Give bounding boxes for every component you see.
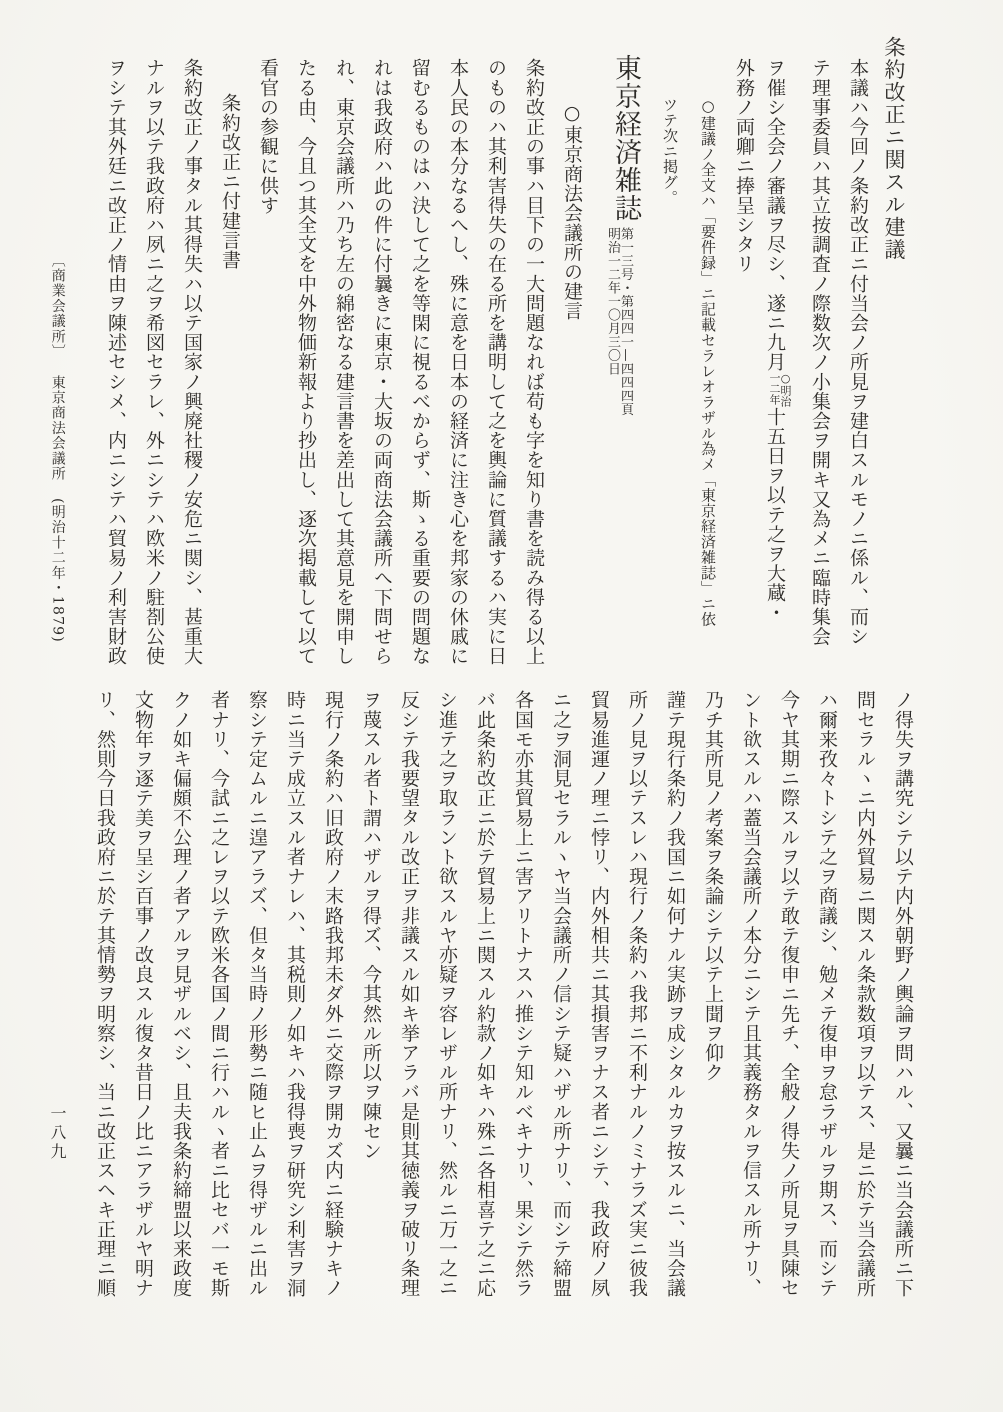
text-column: ナルヲ以テ我政府ハ夙ニ之ヲ希図セラレ、外ニシテハ欧米ノ駐剳公使	[143, 58, 165, 666]
top-text-block	[87, 36, 905, 684]
text-column: れ、東京会議所ハ乃ち左の綿密なる建言書を差出して其意見を開申し	[333, 58, 355, 666]
text-column: 外務ノ両卿ニ捧呈シタリ	[733, 58, 755, 274]
journal-title-column	[581, 36, 639, 684]
text-column: クノ如キ偏頗不公理ノ者アルヲ見ザルベシ、且夫我条約締盟以来政度	[170, 690, 192, 1298]
text-column: 貿易進運ノ理ニ悖リ、内外相共ニ其損害ヲナス者ニシテ、我政府ノ夙	[588, 690, 610, 1298]
inline-note-line: 一二年	[768, 371, 781, 405]
margin-source-note	[50, 253, 65, 643]
source-category: 〔商業会議所〕	[49, 253, 66, 360]
letter-heading: 条約改正ニ付建言書	[219, 93, 241, 270]
text-column: 反シテ我要望タル改正ヲ非議スル如キ挙アラバ是則其徳義ヲ破リ条理	[398, 690, 420, 1298]
page-number: 一八九	[48, 1105, 67, 1162]
text-column: れは我政府ハ此の件に付曩きに東京・大坂の両商法会議所へ下問せら	[371, 58, 393, 666]
text-column: ノ得失ヲ講究シテ以テ内外朝野ノ輿論ヲ問ハル、又曩ニ当会議所ニ下	[892, 690, 914, 1298]
text-column: 謹テ現行条約ノ我国ニ如何ナル実跡ヲ成シタルカヲ按スルニ、当会議	[664, 690, 686, 1298]
text-run: ヲ催シ全会ノ審議ヲ尽シ、遂ニ九月	[764, 58, 786, 372]
text-column: シ進テ之ヲ取ラント欲スルヤ亦疑ヲ容レザル所ナリ、然ルニ万一之ニ	[436, 690, 458, 1298]
text-column: ハ爾来孜々トシテ之ヲ商議シ、勉メテ復申ヲ怠ラザルヲ期ス、而シテ	[816, 690, 838, 1298]
inline-note-line: ○明治	[779, 371, 792, 407]
text-column: 留むるものはハ決して之を等閑に視るべからず、斯ゝる重要の問題な	[409, 58, 431, 666]
journal-issue-date	[606, 227, 632, 416]
text-column: 所ノ見ヲ以テスレハ現行ノ条約ハ我邦ニ不利ナルノミナラズ実ニ彼我	[626, 690, 648, 1298]
text-column: ント欲スルハ蓋当会議所ノ本分ニシテ且其義務タルヲ信スル所ナリ、	[740, 690, 762, 1298]
text-column: たる由、今且つ其全文を中外物価新報より抄出し、逐次掲載して以て	[295, 58, 317, 666]
text-column: ニ之ヲ洞見セラルヽヤ当会議所ノ信シテ疑ハザル所ナリ、而シテ締盟	[550, 690, 572, 1298]
text-column: ヲシテ其外廷ニ改正ノ情由ヲ陳述セシメ、内ニシテハ貿易ノ利害財政	[105, 58, 127, 666]
text-column: 本議ハ今回ノ条約改正ニ付当会ノ所見ヲ建白スルモノニ係ル、而シ	[847, 58, 869, 646]
inline-date-note	[769, 372, 791, 407]
text-column: 現行ノ条約ハ旧政府ノ末路我邦未ダ外ニ交際ヲ開カズ内ニ経験ナキノ	[322, 690, 344, 1298]
text-column: 本人民の本分なるへし、殊に意を日本の経済に注き心を邦家の休戚に	[447, 58, 469, 666]
text-run: 十五日ヲ以テ之ヲ大蔵・	[764, 406, 786, 623]
journal-title: 東京経済雑誌	[610, 54, 641, 222]
text-column: 問セラルヽニ内外貿易ニ関スル条款数項ヲ以テス、是ニ於テ当会議所	[854, 690, 876, 1298]
source-year: (明治十二年・1879)	[49, 497, 66, 643]
text-column: 乃チ其所見ノ考案ヲ条論シテ以テ上聞ヲ仰ク	[702, 690, 724, 1082]
text-column: 時ニ当テ成立スル者ナレハ、其税則ノ如キハ我得喪ヲ研究シ利害ヲ洞	[284, 690, 306, 1298]
text-column-with-inline-note	[753, 36, 791, 684]
text-column: 者ナリ、今試ニ之レヲ以テ欧米各国ノ間ニ行ハルヽ者ニ比セバ一モ斯	[208, 690, 230, 1298]
bottom-text-block	[76, 690, 912, 1350]
journal-issue: 第一三号・第四四一—四四四頁	[618, 227, 633, 416]
text-column: 各国モ亦其貿易上ニ害アリトナスハ推シテ知ルベキナリ、果シテ然ラ	[512, 690, 534, 1298]
text-column: バ此条約改正ニ於テ貿易上ニ関スル約款ノ如キハ殊ニ各相喜テ之ニ応	[474, 690, 496, 1298]
text-column: テ理事委員ハ其立按調査ノ際数次ノ小集会ヲ開キ又為メニ臨時集会	[809, 58, 831, 646]
text-column: 看官の参観に供す	[257, 58, 279, 215]
journal-date: 明治一二年一〇月三〇日	[605, 227, 620, 376]
source-organization: 東京商法会議所	[49, 375, 66, 482]
text-column: 今ヤ其期ニ際スルヲ以テ敢テ復申ニ先チ、全般ノ得失ノ所見ヲ具陳セ	[778, 690, 800, 1298]
text-column: 条約改正ノ事タル其得失ハ以テ国家ノ興廃社稷ノ安危ニ関シ、甚重大	[181, 58, 203, 666]
section-heading: 条約改正ニ関スル建議	[882, 36, 906, 261]
text-column: ヲ蔑スル者ト謂ハザルヲ得ズ、今其然ル所以ヲ陳セン	[360, 690, 382, 1161]
text-column: 文物年ヲ逐テ美ヲ呈シ百事ノ改良スル復タ昔日ノ比ニアラザルヤ明ナ	[132, 690, 154, 1298]
subsection-heading: ○東京商法会議所の建言	[561, 102, 583, 321]
text-column: 条約改正の事ハ目下の一大問題なれば苟も字を知り書を読み得る以上	[523, 58, 545, 666]
text-column: リ、然則今日我政府ニ於テ其情勢ヲ明察シ、当ニ改正スヘキ正理ニ順	[94, 690, 116, 1298]
editor-note-column: ツテ次ニ掲グ。	[661, 97, 679, 206]
text-column: のものハ其利害得失の在る所を講明して之を輿論に質議するハ実に日	[485, 58, 507, 666]
editor-note-column: ○建議ノ全文ハ「要件録」ニ記載セラレオラザル為メ「東京経済雑誌」ニ依	[699, 97, 717, 627]
text-column: 察シテ定ムルニ遑アラズ、但タ当時ノ形勢ニ随ヒ止ムヲ得ザルニ出ル	[246, 690, 268, 1298]
